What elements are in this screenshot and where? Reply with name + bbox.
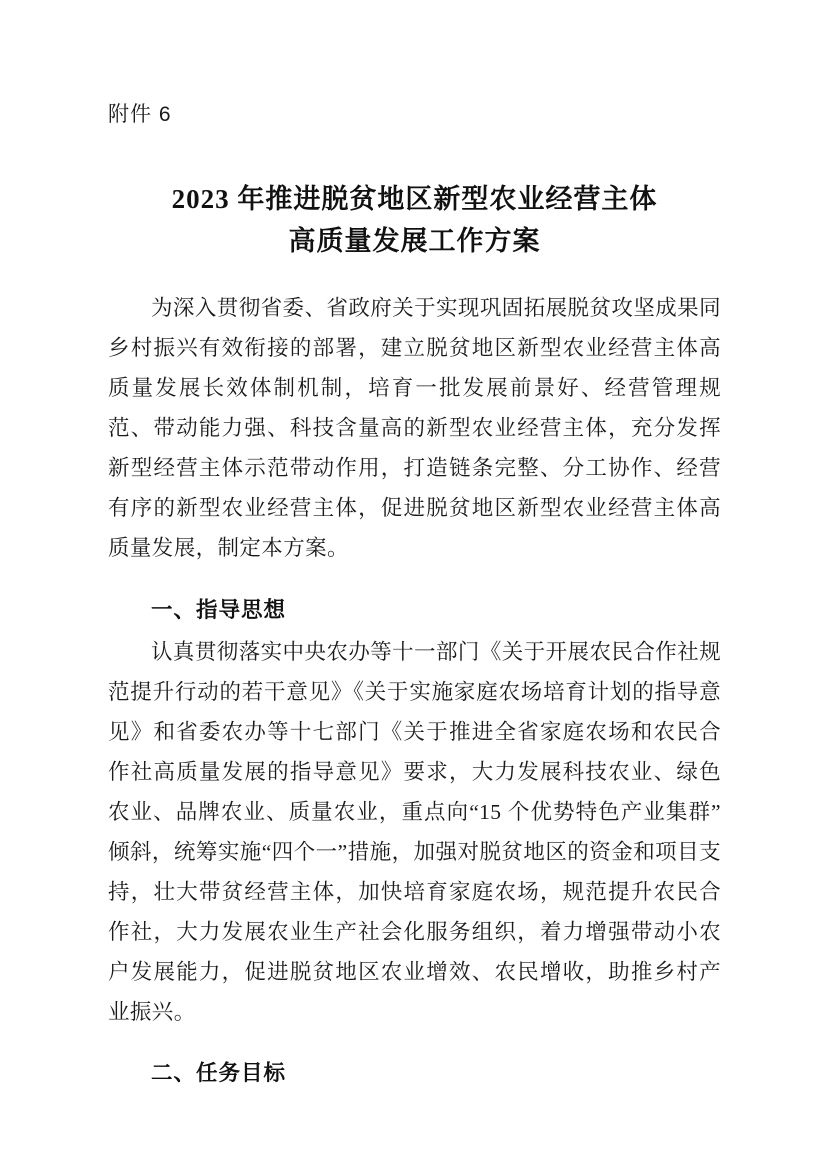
section-paragraph-guiding-ideology: 认真贯彻落实中央农办等十一部门《关于开展农民合作社规范提升行动的若干意见》《关于实施家庭农场培育计划的指导意见》和省委农办等十七部门《关于推进全省家庭农场和农民合作社高质量发展的指导意见》要求，大力发展科技农业、绿色农业、品牌农业、质量农业，重点向“15 个优势特色产业集群”倾斜，统筹实施“四个一”措施，加强对脱贫地区的资金和项目支持，壮大带贫经营主体，加快培育家庭农场，规范提升农民合作社，大力发展农业生产社会化服务组织，着力增强带动小农户发展能力，促进脱贫地区农业增效、农民增收，助推乡村产业振兴。 xyxy=(108,639,721,1024)
document-content xyxy=(108,0,721,1093)
page-title-line-1: 2023 年推进脱贫地区新型农业经营主体 xyxy=(171,184,658,214)
intro-paragraph: 为深入贯彻省委、省政府关于实现巩固拓展脱贫攻坚成果同乡村振兴有效衔接的部署，建立脱贫地区新型农业经营主体高质量发展长效体制机制，培育一批发展前景好、经营管理规范、带动能力强、科技含量高的新型农业经营主体，充分发挥新型经营主体示范带动作用，打造链条完整、分工协作、经营有序的新型农业经营主体，促进脱贫地区新型农业经营主体高质量发展，制定本方案。 xyxy=(108,296,721,560)
page-title xyxy=(108,178,721,262)
attachment-label: 附件 6 xyxy=(108,103,172,126)
section-heading-guiding-ideology: 一、指导思想 xyxy=(151,597,287,622)
section-heading-task-objectives: 二、任务目标 xyxy=(151,1061,287,1085)
page-title-line-2: 高质量发展工作方案 xyxy=(288,226,541,256)
